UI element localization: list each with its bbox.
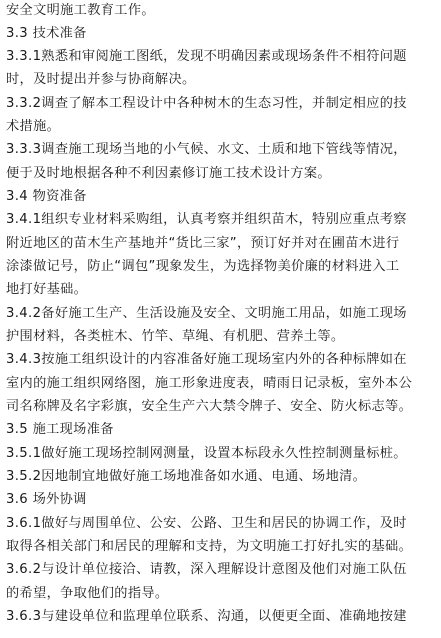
text-line: 3.4.3按施工组织设计的内容准备好施工现场室内外的各种标牌如在 (6, 352, 407, 367)
text-line: 时，及时提出并参与协商解决。 (6, 72, 196, 87)
text-line: 地打好基础。 (6, 282, 88, 297)
text-line: 3.3.2调查了解本工程设计中各种树木的生态习性，并制定相应的技 (6, 96, 407, 111)
text-line: 的希望，争取他们的指导。 (6, 586, 169, 601)
text-line: 便于及时地根据各种不利因素修订施工技术设计方案。 (6, 166, 331, 181)
text-line: 术措施。 (6, 119, 61, 134)
text-line: 安全文明施工教育工作。 (6, 3, 155, 18)
section-heading: 3.4 物资准备 (6, 189, 87, 204)
section-heading: 3.5 施工现场准备 (6, 422, 114, 437)
text-line: 护围材料，各类桩木、竹竿、草绳、有机肥、营养土等。 (6, 329, 345, 344)
text-line: 取得各相关部门和居民的理解和支持，为文明施工打好扎实的基础。 (6, 539, 413, 554)
section-heading: 3.6 场外协调 (6, 492, 87, 507)
section-heading: 3.3 技术准备 (6, 26, 87, 41)
text-line: 室内的施工组织网络图，施工形象进度表，晴雨日记录板，室外本公 (6, 376, 413, 391)
text-line: 涂漆做记号，防止“调包”现象发生，为选择物美价廉的材料进入工 (6, 259, 400, 274)
text-line: 3.6.1做好与周围单位、公安、公路、卫生和居民的协调工作，及时 (6, 516, 407, 531)
text-line: 3.3.1熟悉和审阅施工图纸，发现不明确因素或现场条件不相符问题 (6, 49, 407, 64)
text-line: 3.5.1做好施工现场控制网测量，设置本标段永久性控制测量标桩。 (6, 446, 407, 461)
text-line: 附近地区的苗木生产基地并“货比三家”，预订好并对在圃苗木进行 (6, 236, 400, 251)
text-line: 3.3.3调查施工现场当地的小气候、水文、土质和地下管线等情况， (6, 142, 407, 157)
text-line: 司名称牌及名字彩旗，安全生产六大禁令牌子、安全、防火标志等。 (6, 399, 413, 414)
text-line: 3.4.1组织专业材料采购组，认真考察并组织苗木，特别应重点考察 (6, 212, 407, 227)
text-line: 3.4.2备好施工生产、生活设施及安全、文明施工用品，如施工现场 (6, 306, 407, 321)
text-line: 3.5.2因地制宜地做好施工场地准备如水通、电通、场地清。 (6, 469, 367, 484)
text-line: 3.6.3与建设单位和监理单位联系、沟通，以便更全面、准确地按建 (6, 609, 407, 624)
text-line: 3.6.2与设计单位接洽、请教，深入理解设计意图及他们对施工队伍 (6, 562, 407, 577)
